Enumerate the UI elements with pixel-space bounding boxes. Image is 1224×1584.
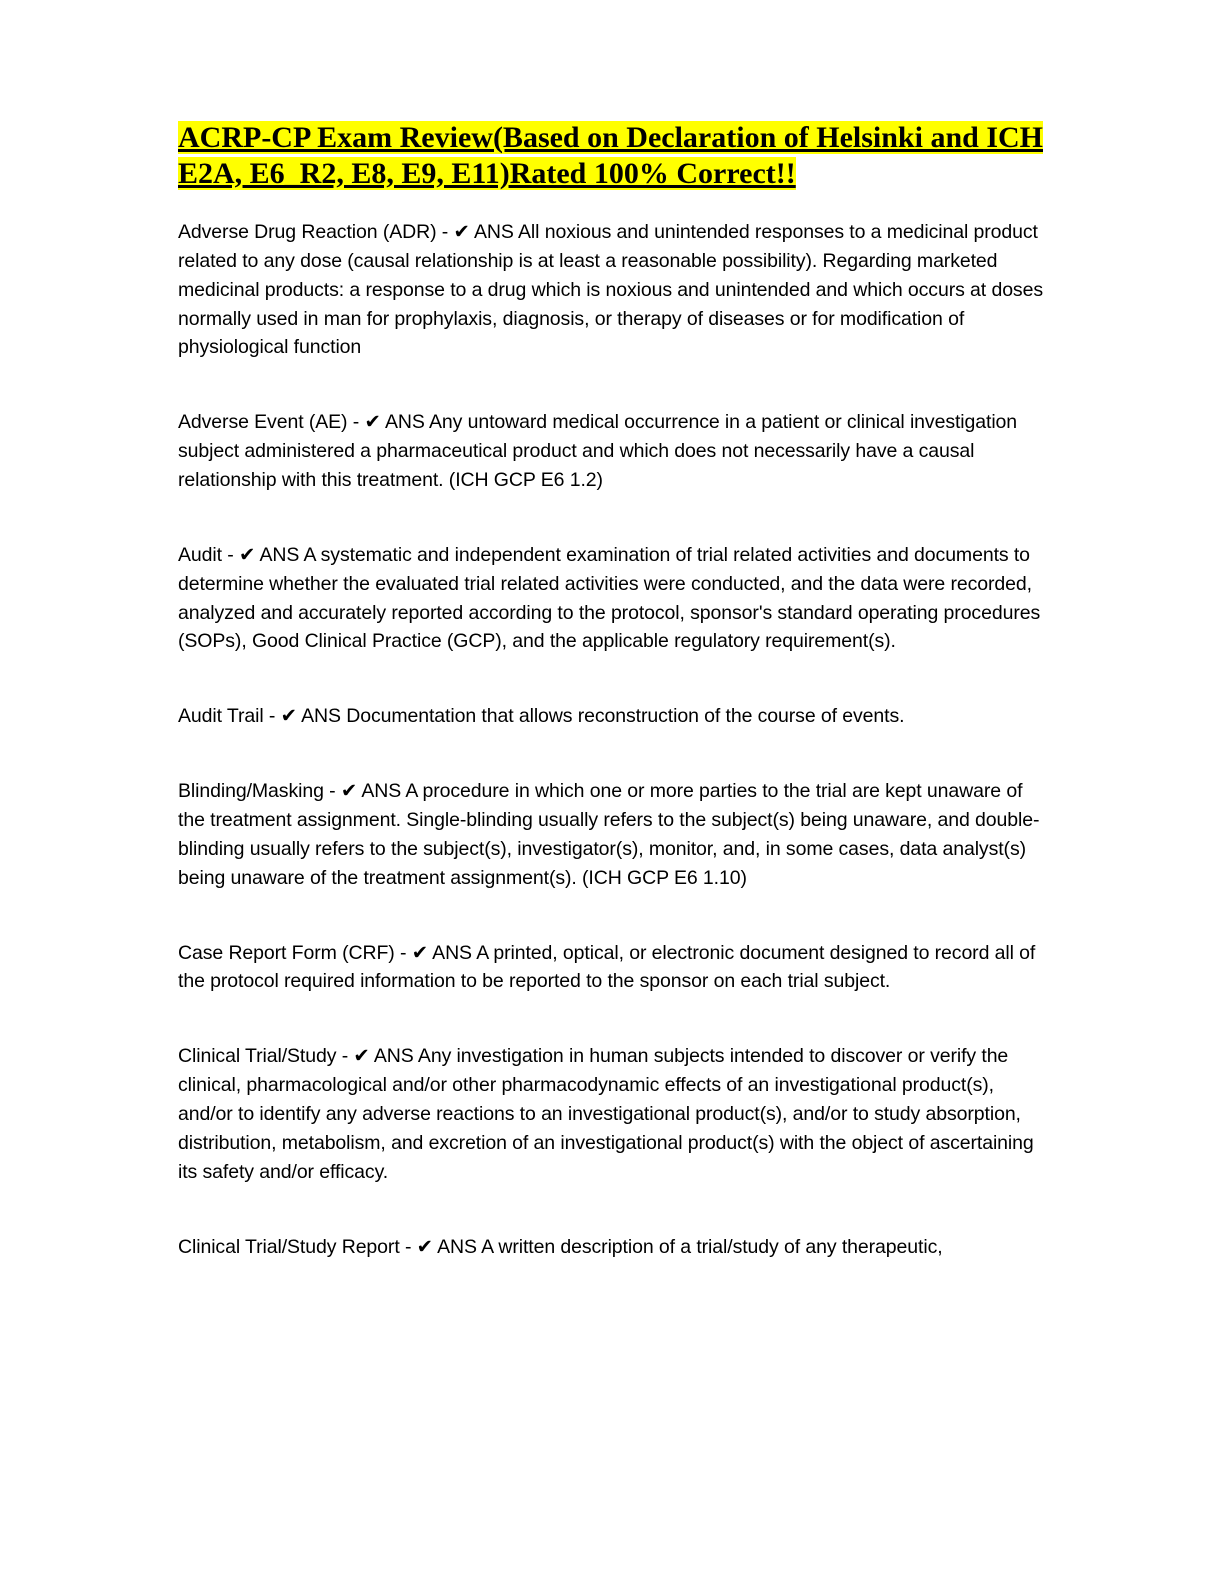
definition-entry-clinical-trial-study: Clinical Trial/Study - ✔ ANS Any investigation in human subjects intended to discover or verify the clinical, pharmacological and/or other pharmacodynamic effects of an investigational product(s), and/or to identify any adverse reactions to an investigational product(s), and/or to study absorption, distribution, metabolism, and excretion of an investigational product(s) with the object of ascertaining its safety and/or efficacy. xyxy=(178,1045,1034,1183)
definition-entry-case-report-form: Case Report Form (CRF) - ✔ ANS A printed, optical, or electronic document designed to record all of the protocol required information to be reported to the sponsor on each trial subject. xyxy=(178,941,1036,993)
title-highlight: ACRP-CP Exam Review(Based on Declaration of Helsinki and ICH E2A, E6_R2, E8, E9, E11)Rated 100% Correct!! xyxy=(178,121,1043,190)
definition-entry-adverse-event: Adverse Event (AE) - ✔ ANS Any untoward medical occurrence in a patient or clinical investigation subject administered a pharmaceutical product and which does not necessarily have a causal relationship with this treatment. (ICH GCP E6 1.2) xyxy=(178,411,1018,492)
definition-entry-adverse-drug-reaction: Adverse Drug Reaction (ADR) - ✔ ANS All noxious and unintended responses to a medicinal product related to any dose (causal relationship is at least a reasonable possibility). Regarding marketed medicinal products: a response to a drug which is noxious and unintended and which occurs at doses normally used in man for prophylaxis, diagnosis, or therapy of diseases or for modification of physiological function xyxy=(178,221,1043,359)
page-title xyxy=(178,121,1043,190)
document-title-block xyxy=(178,120,1046,192)
definition-entry-audit-trail: Audit Trail - ✔ ANS Documentation that allows reconstruction of the course of events. xyxy=(178,705,905,728)
definition-entry-blinding-masking: Blinding/Masking - ✔ ANS A procedure in which one or more parties to the trial are kept unaware of the treatment assignment. Single-blinding usually refers to the subject(s) being unaware, and double- blinding usually refers to the subject(s), investigator(s), monitor, and, in some cases, data analyst(s) being unaware of the treatment assignment(s). (ICH GCP E6 1.10) xyxy=(178,780,1040,889)
definition-entry-audit: Audit - ✔ ANS A systematic and independent examination of trial related activities and documents to determine whether the evaluated trial related activities were conducted, and the data were recorded, analyzed and accurately reported according to the protocol, sponsor's standard operating procedures (SOPs), Good Clinical Practice (GCP), and the applicable regulatory requirement(s). xyxy=(178,543,1041,653)
definition-entry-clinical-trial-study-report: Clinical Trial/Study Report - ✔ ANS A written description of a trial/study of any therapeutic, xyxy=(178,1235,943,1258)
